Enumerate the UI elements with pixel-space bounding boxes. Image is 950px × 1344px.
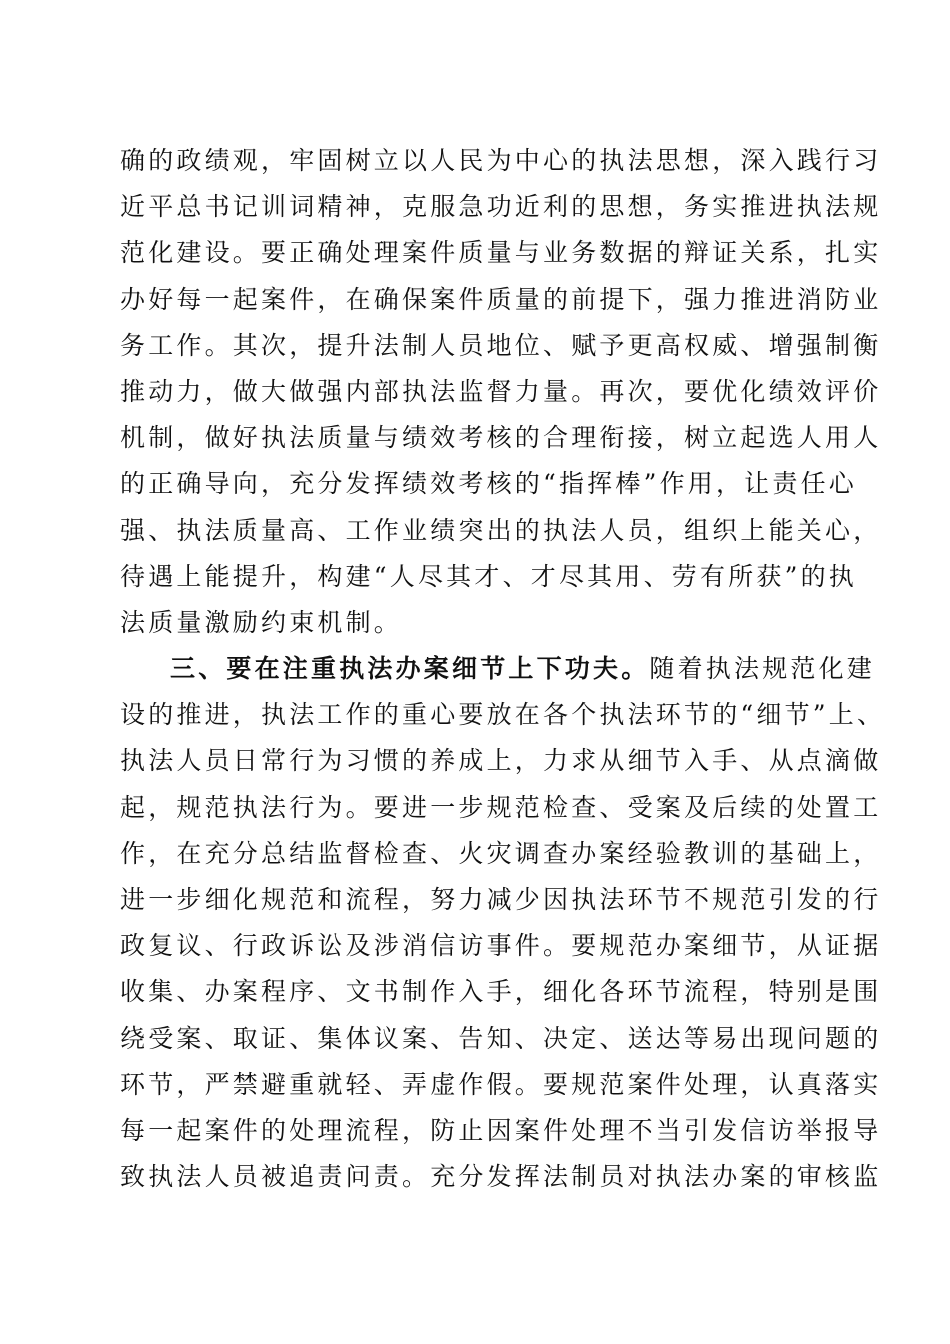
text-line: 待遇上能提升，构建“人尽其才、才尽其用、劳有所获”的执 — [120, 561, 857, 591]
text-line: 范化建设。要正确处理案件质量与业务数据的辩证关系，扎实 — [120, 238, 882, 268]
text-line: 进一步细化规范和流程，努力减少因执法环节不规范引发的行 — [120, 885, 882, 914]
section-first-line-text: 随着执法规范化建 — [649, 654, 876, 684]
section-three-paragraph — [120, 646, 886, 1200]
paragraph-continuation — [120, 138, 882, 646]
text-line: 环节，严禁避重就轻、弄虚作假。要规范案件处理，认真落实 — [120, 1069, 882, 1099]
text-line: 绕受案、取证、集体议案、告知、决定、送达等易出现问题的 — [120, 1023, 882, 1053]
text-line: 办好每一起案件，在确保案件质量的前提下，强力推进消防业 — [120, 284, 882, 314]
text-line: 设的推进，执法工作的重心要放在各个执法环节的“细节”上、 — [120, 700, 886, 730]
text-line: 致执法人员被追责问责。充分发挥法制员对执法办案的审核监 — [120, 1162, 882, 1192]
text-line: 的正确导向，充分发挥绩效考核的“指挥棒”作用，让责任心 — [120, 469, 857, 499]
section-first-line — [120, 646, 876, 692]
text-line: 法质量激励约束机制。 — [120, 607, 403, 637]
text-line: 确的政绩观，牢固树立以人民为中心的执法思想，深入践行习 — [120, 146, 882, 175]
text-line: 政复议、行政诉讼及涉消信访事件。要规范办案细节，从证据 — [120, 931, 882, 961]
text-line: 每一起案件的处理流程，防止因案件处理不当引发信访举报导 — [120, 1115, 882, 1145]
text-line: 收集、办案程序、文书制作入手，细化各环节流程，特别是围 — [120, 977, 882, 1007]
text-line: 强、执法质量高、工作业绩突出的执法人员，组织上能关心， — [120, 515, 882, 545]
text-line: 作，在充分总结监督检查、火灾调查办案经验教训的基础上， — [120, 838, 882, 868]
text-line: 务工作。其次，提升法制人员地位、赋予更高权威、增强制衡 — [120, 330, 882, 360]
text-line: 执法人员日常行为习惯的养成上，力求从细节入手、从点滴做 — [120, 746, 882, 776]
text-line: 机制，做好执法质量与绩效考核的合理衔接，树立起选人用人 — [120, 423, 882, 453]
section-heading: 三、要在注重执法办案细节上下功夫。 — [170, 654, 650, 684]
document-body — [120, 138, 886, 1200]
text-line: 起，规范执法行为。要进一步规范检查、受案及后续的处置工 — [120, 792, 882, 822]
text-line: 推动力，做大做强内部执法监督力量。再次，要优化绩效评价 — [120, 376, 882, 406]
text-line: 近平总书记训词精神，克服急功近利的思想，务实推进执法规 — [120, 192, 882, 222]
